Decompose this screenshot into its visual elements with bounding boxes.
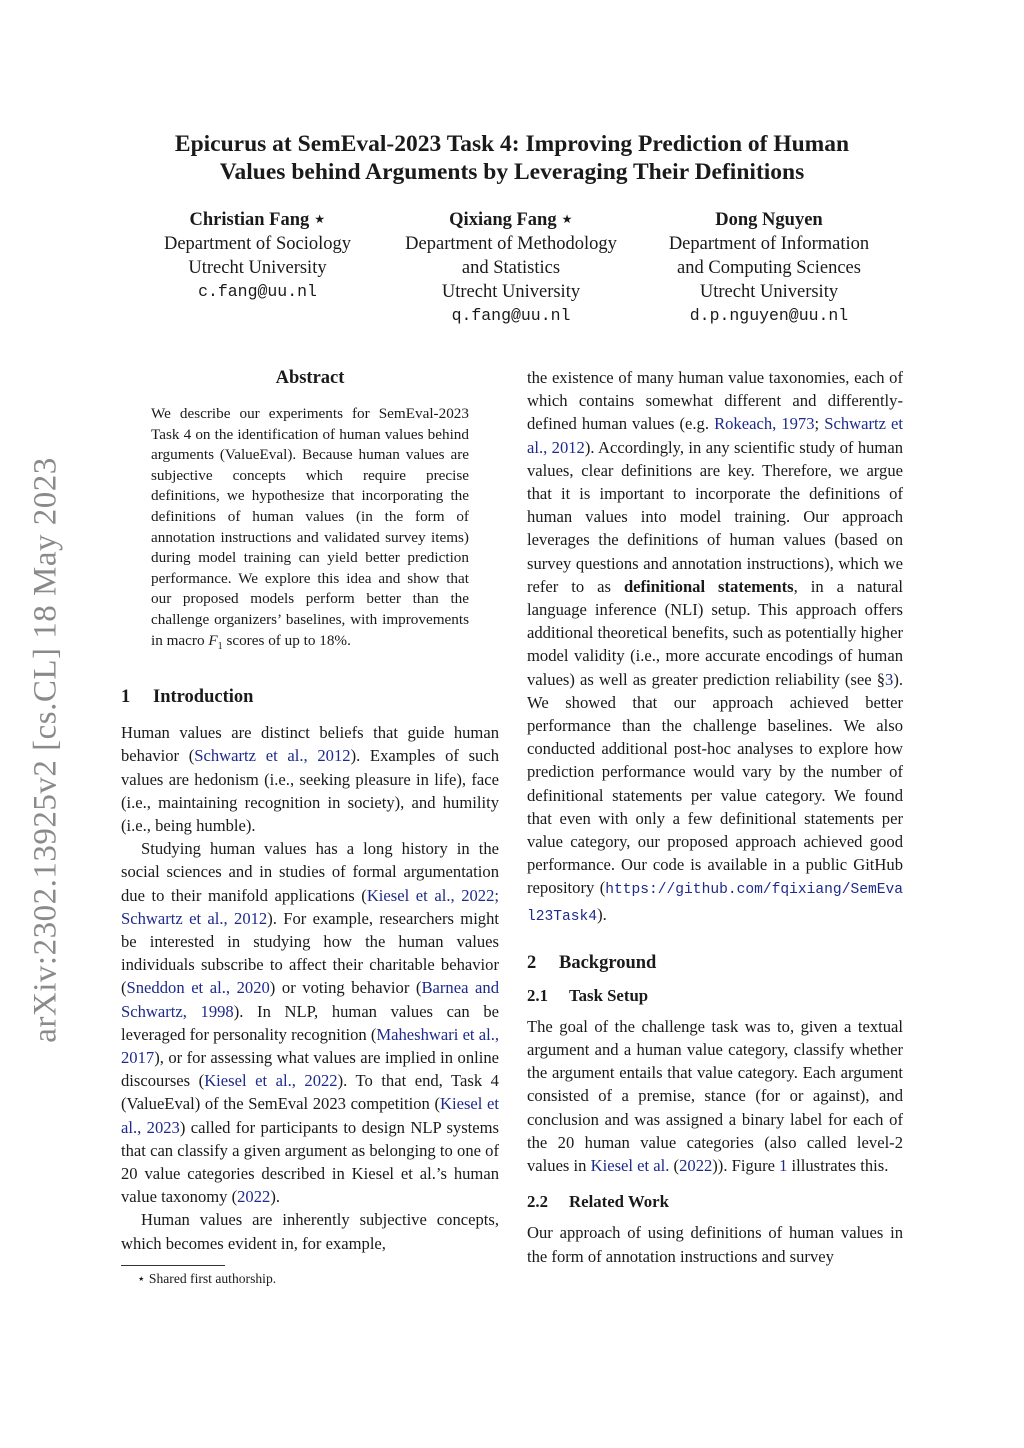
- citation-link[interactable]: Kiesel et al., 2022; Schwartz et al., 2012: [121, 885, 499, 928]
- bold-term: definitional statements: [623, 576, 794, 596]
- related-work-paragraph: Our approach of using definitions of human values in the form of annotation instructions and survey: [527, 1223, 903, 1266]
- paper-title: [120, 130, 904, 186]
- citation-link[interactable]: Schwartz et al., 2012: [527, 414, 904, 457]
- citation-link[interactable]: Rokeach, 1973: [714, 414, 815, 434]
- citation-link[interactable]: Maheshwari et al., 2017: [121, 1024, 499, 1067]
- abstract-text: We describe our experiments for SemEval-2023 Task 4 on the identification of human values behind arguments (ValueEval). Because human values are subjective concepts which require precise definitions, we hypothesize that incorporating the definitions of human values (in the form of annotation instructions and validated survey items) during model training can yield better prediction performance. We explore this idea and show that our proposed models perform better than the challenge organizers’ baselines, with improvements in macro $F_1$ scores of up to 18%.: [151, 405, 469, 652]
- author-department-line2: and Statistics: [461, 258, 561, 278]
- abstract-heading: Abstract: [275, 368, 345, 388]
- footnote: ⋆ Shared first authorship.: [137, 1270, 277, 1286]
- author-department: Department of Sociology: [163, 234, 351, 254]
- title-line-1: Epicurus at SemEval-2023 Task 4: Improving Prediction of Human: [174, 131, 850, 157]
- author-department-line2: and Computing Sciences: [677, 258, 861, 278]
- author-email[interactable]: c.fang@uu.nl: [198, 282, 317, 301]
- figure-ref-link[interactable]: 1: [779, 1156, 788, 1176]
- section-heading-introduction: 1 Introduction: [121, 687, 254, 708]
- author-block-3: [648, 208, 890, 328]
- author-email[interactable]: q.fang@uu.nl: [451, 306, 571, 325]
- author-block-1: [140, 208, 375, 304]
- citation-link[interactable]: Kiesel et al.: [590, 1156, 670, 1176]
- subsection-heading-task-setup: 2.1 Task Setup: [527, 985, 649, 1005]
- citation-link[interactable]: Barnea and Schwartz, 1998: [121, 978, 499, 1021]
- author-department: Department of Information: [668, 234, 870, 254]
- author-university: Utrecht University: [699, 282, 839, 302]
- author-email[interactable]: d.p.nguyen@uu.nl: [689, 306, 849, 325]
- left-column: [121, 366, 499, 1288]
- author-university: Utrecht University: [441, 282, 581, 302]
- author-block-2: [380, 208, 642, 328]
- citation-link[interactable]: 2022: [237, 1187, 271, 1207]
- author-name: Qixiang Fang ⋆: [449, 210, 573, 230]
- author-university: Utrecht University: [188, 258, 327, 278]
- task-setup-paragraph: The goal of the challenge task was to, given a textual argument and a human value category, classify whether the argument entails that value category. Each argument consisted of a premise, stance (for or against), and conclusion and was assigned a binary label for each of the 20 human value categories (also called level-2 values in Kiesel et al. (2022)). Figure 1 illustrates this.: [527, 1016, 903, 1176]
- citation-link[interactable]: Schwartz et al., 2012: [194, 746, 351, 766]
- title-line-2: Values behind Arguments by Leveraging Their Definitions: [219, 159, 805, 185]
- author-department: Department of Methodology: [405, 234, 617, 254]
- right-column: [527, 366, 903, 1268]
- github-url-link[interactable]: https://github.com/fqixiang/SemEval23Task4: [527, 882, 903, 925]
- citation-link[interactable]: Kiesel et al., 2023: [121, 1094, 499, 1137]
- arxiv-identifier: arXiv:2302.13925v2 [cs.CL] 18 May 2023: [27, 457, 64, 1043]
- intro-paragraph-3: Human values are inherently subjective concepts, which becomes evident in, for example,: [121, 1210, 499, 1253]
- section-heading-background: 2 Background: [527, 952, 657, 973]
- citation-link[interactable]: Kiesel et al., 2022: [204, 1071, 338, 1091]
- intro-continuation-paragraph: the existence of many human value taxonomies, each of which contains somewhat different and differently-defined human values (e.g. Rokeach, 1973; Schwartz et al., 2012). Accordingly, in any scientific study of human values, clear definitions are key. Therefore, we argue that it is important to incorporate the definitions of human values into model training. Our approach leverages the definitions of human values (based on survey questions and annotation instructions), which we refer to as definitional statements, in a natural language inference (NLI) setup. This approach offers additional theoretical benefits, such as potentially higher model validity (i.e., more accurate encodings of human values) as well as greater prediction reliability (see §3). We showed that our approach achieved better performance than the challenge baselines. We also conducted additional post-hoc analyses to explore how prediction performance would vary by the number of definitional statements per value category. We found that even with only a few definitional statements per value category, our proposed approach achieved good performance. Our code is available in a public GitHub repository (https://github.com/fqixiang/SemEval23Task4).: [527, 368, 904, 925]
- citation-link[interactable]: 2022: [679, 1156, 713, 1176]
- section-ref-link[interactable]: 3: [885, 669, 894, 689]
- intro-paragraph-2: Studying human values has a long history in the social sciences and in studies of formal argumentation due to their manifold applications (Kiesel et al., 2022; Schwartz et al., 2012). For example, researchers might be interested in studying how the human values individuals subscribe to affect their charitable behavior (Sneddon et al., 2020) or voting behavior (Barnea and Schwartz, 1998). In NLP, human values can be leveraged for personality recognition (Maheshwari et al., 2017), or for assessing what values are implied in online discourses (Kiesel et al., 2022). To that end, Task 4 (ValueEval) of the SemEval 2023 competition (Kiesel et al., 2023) called for participants to design NLP systems that can classify a given argument as belonging to one of 20 value categories described in Kiesel et al.’s human value taxonomy (2022).: [121, 839, 500, 1207]
- author-name: Dong Nguyen: [715, 210, 823, 230]
- author-name: Christian Fang ⋆: [189, 210, 326, 230]
- citation-link[interactable]: Sneddon et al., 2020: [126, 978, 270, 998]
- subsection-heading-related-work: 2.2 Related Work: [527, 1192, 669, 1212]
- footnote-divider: [121, 1265, 225, 1266]
- intro-paragraph-1: Human values are distinct beliefs that guide human behavior (Schwartz et al., 2012). Examples of such values are hedonism (i.e., seeking pleasure in life), face (i.e., maintaining recognition in society), and humility (i.e., being humble).: [121, 723, 500, 835]
